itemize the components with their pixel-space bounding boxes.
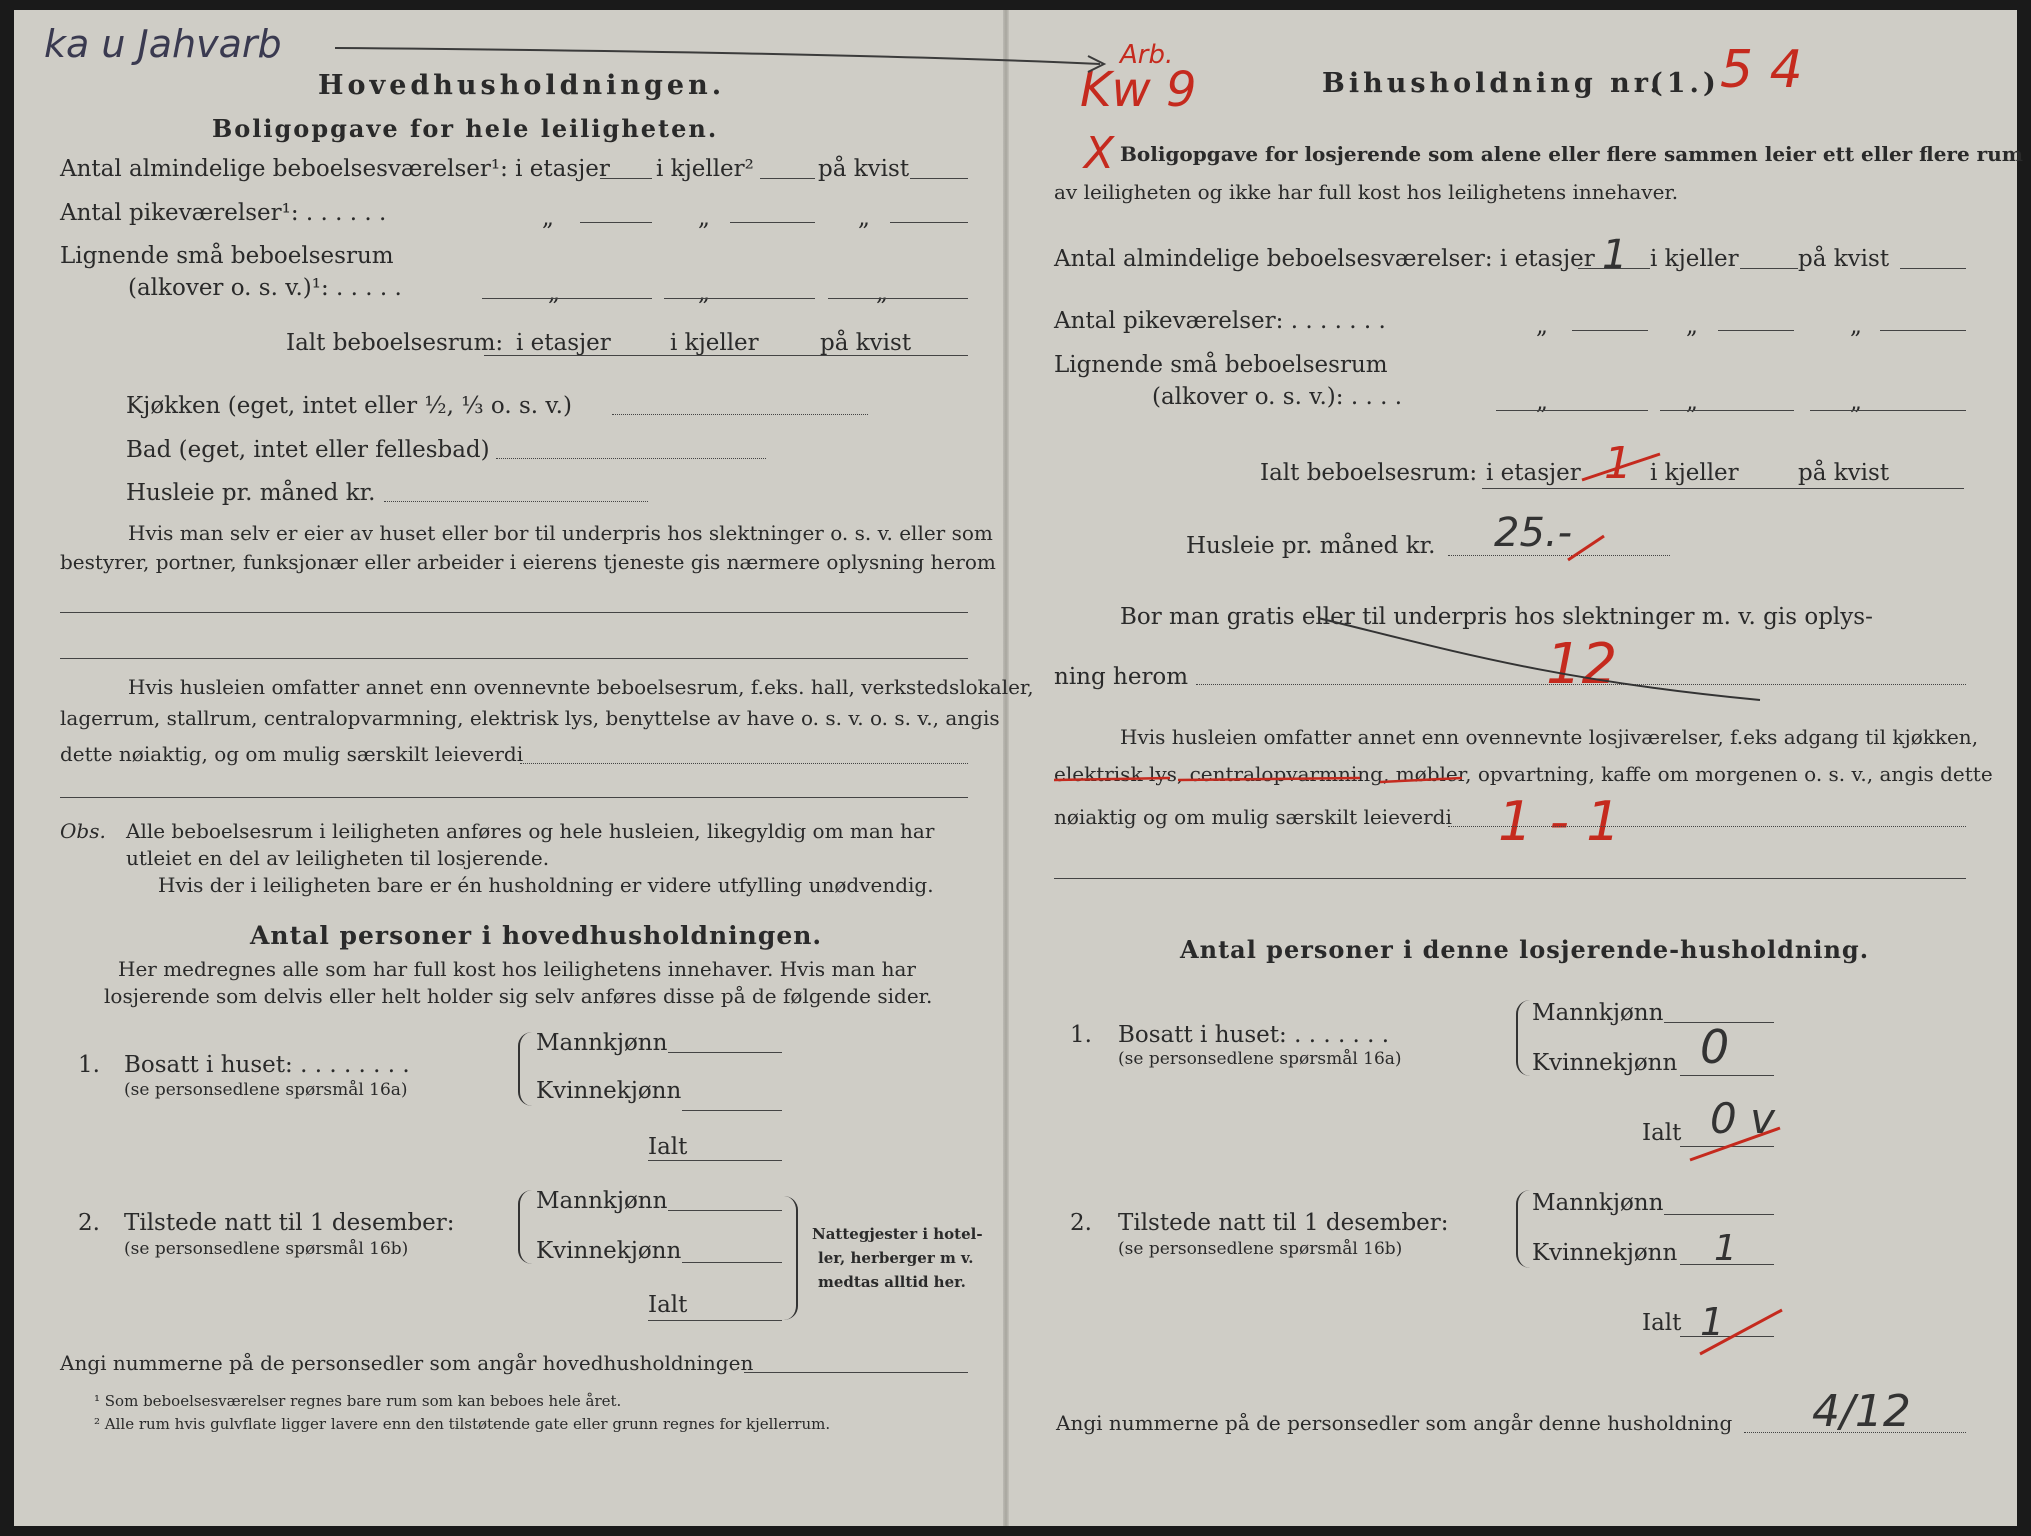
left-q2-female-label: Kvinnekjønn (536, 1238, 682, 1264)
right-includes-text: nøiaktig og om mulig særskilt leieverdi (1054, 805, 1452, 829)
left-bath-label: Bad (eget, intet eller fellesbad) (126, 437, 490, 463)
left-q1-number: 1. (78, 1052, 100, 1078)
left-includes-text: Hvis husleien omfatter annet enn ovennevnte beboelsesrum, f.eks. hall, verkstedslokaler, (128, 675, 1034, 699)
right-includes-text: elektrisk lys, centralopvarmning, møbler, opvartning, kaffe om morgenen o. s. v., angis dette (1054, 762, 1993, 786)
left-total-kjeller-label: i kjeller (670, 330, 759, 356)
right-angi-label: Angi nummerne på de personsedler som angår denne husholdning (1056, 1411, 1733, 1435)
left-total-rooms-label: Ialt beboelsesrum: (286, 330, 504, 356)
right-gratis-text: Bor man gratis eller til underpris hos slektninger m. v. gis oplys- (1120, 604, 1873, 630)
left-alkover-label: (alkover o. s. v.)¹: . . . . . (128, 275, 402, 301)
night-guests-note: ler, herberger m v. (818, 1249, 974, 1267)
right-total-kjeller-label: i kjeller (1650, 460, 1739, 486)
left-persons-sub: Her medregnes alle som har full kost hos leilighetens innehaver. Hvis man har (118, 957, 916, 981)
handwritten-note: ka u Jahvarb (44, 22, 282, 66)
crossing-stroke (1318, 618, 1760, 700)
main-household-title: Hovedhusholdningen. (318, 70, 726, 101)
left-q2-number: 2. (78, 1210, 100, 1236)
left-persons-title: Antal personer i hovedhusholdningen. (250, 921, 823, 950)
ditto-mark: „ (1850, 389, 1862, 415)
handwritten-gratis: 12 (1546, 632, 1618, 697)
handwritten-q1-total: 0 v (1710, 1094, 1775, 1143)
night-guests-note: Nattegjester i hotel- (812, 1225, 983, 1243)
left-small-rooms-label: Lignende små beboelsesrum (60, 243, 394, 269)
right-q2-female-label: Kvinnekjønn (1532, 1240, 1678, 1266)
right-total-rooms-label: Ialt beboelsesrum: (1260, 460, 1478, 486)
red-underline (1178, 778, 1360, 780)
right-maid-rooms-label: Antal pikeværelser: . . . . . . . (1054, 308, 1386, 334)
right-q1-male-label: Mannkjønn (1532, 1000, 1664, 1026)
footnote-2: ² Alle rum hvis gulvflate ligger lavere enn den tilstøtende gate eller grunn regnes for kjellerrum. (94, 1415, 831, 1433)
red-strike (1690, 1128, 1780, 1160)
ditto-mark: „ (1686, 389, 1698, 415)
ditto-mark: „ (876, 280, 888, 306)
left-owner-text: Hvis man selv er eier av huset eller bor til underpris hos slektninger o. s. v. eller som (128, 521, 993, 545)
ditto-mark: „ (542, 205, 554, 231)
right-intro-bold: Boligopgave for losjerende som alene eller flere sammen leier ett eller flere rum (1120, 142, 2023, 166)
right-q2-male-label: Mannkjønn (1532, 1190, 1664, 1216)
red-strike (1582, 454, 1660, 480)
left-rent-label: Husleie pr. måned kr. (126, 480, 376, 506)
handwritten-q2-total: 1 (1700, 1300, 1725, 1344)
left-rooms-label: Antal almindelige beboelsesværelser¹: i etasjer (60, 156, 610, 182)
left-q2-label: Tilstede natt til 1 desember: (124, 1210, 455, 1236)
right-kvist-label: på kvist (1798, 246, 1890, 272)
ditto-mark: „ (1686, 313, 1698, 339)
right-rent-label: Husleie pr. måned kr. (1186, 533, 1436, 559)
right-q1-total-label: Ialt (1642, 1120, 1682, 1146)
right-includes-text: Hvis husleien omfatter annet enn ovennevnte losjiværelser, f.eks adgang til kjøkken, (1120, 725, 1979, 749)
obs-label: Obs. (60, 819, 106, 843)
left-q2-total-label: Ialt (648, 1292, 688, 1318)
right-q1-ref: (se personsedlene spørsmål 16a) (1118, 1049, 1402, 1069)
left-q1-female-label: Kvinnekjønn (536, 1078, 682, 1104)
right-q1-number: 1. (1070, 1022, 1092, 1048)
handwritten-total-etasjer: 1 (1604, 438, 1632, 489)
right-total-kvist-label: på kvist (1798, 460, 1890, 486)
ditto-mark: „ (698, 205, 710, 231)
left-persons-sub: losjerende som delvis eller helt holder sig selv anføres disse på de følgende sider. (104, 984, 933, 1008)
left-maid-rooms-label: Antal pikeværelser¹: . . . . . . (60, 200, 387, 226)
left-q1-label: Bosatt i huset: . . . . . . . . (124, 1052, 410, 1078)
handwritten-angi: 4/12 (1812, 1386, 1911, 1437)
left-q1-male-label: Mannkjønn (536, 1030, 668, 1056)
footnote-1: ¹ Som beboelsesværelser regnes bare rum som kan beboes hele året. (94, 1392, 622, 1410)
handwritten-rent: 25.- (1494, 510, 1573, 556)
right-intro-text: av leiligheten og ikke har full kost hos leilighetens innehaver. (1054, 180, 1679, 204)
left-q1-total-label: Ialt (648, 1134, 688, 1160)
left-kitchen-label: Kjøkken (eget, intet eller ½, ⅓ o. s. v.) (126, 393, 572, 419)
ditto-mark: „ (698, 280, 710, 306)
left-q1-ref: (se personsedlene spørsmål 16a) (124, 1080, 408, 1100)
sub-household-title: Bihusholdning nr. (1322, 68, 1663, 99)
obs-text: Alle beboelsesrum i leiligheten anføres og hele husleien, likegyldig om man har (126, 819, 935, 843)
handwritten-etasjer: 1 (1602, 232, 1628, 278)
sub-household-number: (1.) (1650, 68, 1720, 99)
right-rooms-label: Antal almindelige beboelsesværelser: i etasjer (1054, 246, 1595, 272)
right-q2-number: 2. (1070, 1210, 1092, 1236)
handwritten-kw: Kw 9 (1080, 62, 1197, 118)
left-angi-label: Angi nummerne på de personsedler som angår hovedhusholdningen (60, 1351, 754, 1375)
left-total-etasjer-label: i etasjer (516, 330, 611, 356)
night-guests-note: medtas alltid her. (818, 1273, 966, 1291)
left-includes-text: lagerrum, stallrum, centralopvarmning, elektrisk lys, benyttelse av have o. s. v. o. s. v., angis (60, 706, 1000, 730)
handwritten-x-mark: X (1084, 128, 1115, 179)
handwritten-q2-female: 1 (1714, 1228, 1737, 1269)
right-total-etasjer-label: i etasjer (1486, 460, 1581, 486)
right-q2-ref: (se personsedlene spørsmål 16b) (1118, 1239, 1403, 1259)
right-q2-total-label: Ialt (1642, 1310, 1682, 1336)
left-includes-text: dette nøiaktig, og om mulig særskilt leieverdi (60, 742, 524, 766)
handwritten-arb: Arb. (1120, 40, 1174, 70)
left-subtitle: Boligopgave for hele leiligheten. (212, 114, 719, 143)
handwritten-household-number: 5 4 (1720, 40, 1803, 100)
arrow-line (335, 48, 1100, 64)
handwritten-includes: 1 - 1 (1498, 790, 1621, 853)
ditto-mark: „ (1536, 313, 1548, 339)
right-gratis-text: ning herom (1054, 664, 1189, 690)
right-small-rooms-label: Lignende små beboelsesrum (1054, 352, 1388, 378)
obs-text: utleiet en del av leiligheten til losjerende. (126, 846, 550, 870)
right-kjeller-label: i kjeller (1650, 246, 1739, 272)
left-kjeller-label: i kjeller² (656, 156, 754, 182)
left-owner-text: bestyrer, portner, funksjonær eller arbeider i eierens tjeneste gis nærmere oplysning herom (60, 550, 996, 574)
right-q1-label: Bosatt i huset: . . . . . . . (1118, 1022, 1390, 1048)
ditto-mark: „ (548, 280, 560, 306)
left-q2-male-label: Mannkjønn (536, 1188, 668, 1214)
obs-text: Hvis der i leiligheten bare er én husholdning er videre utfylling unødvendig. (158, 873, 934, 897)
ditto-mark: „ (1536, 389, 1548, 415)
red-underline (1380, 778, 1462, 782)
left-q2-ref: (se personsedlene spørsmål 16b) (124, 1239, 409, 1259)
right-persons-title: Antal personer i denne losjerende-husholdning. (1180, 935, 1870, 964)
right-q1-female-label: Kvinnekjønn (1532, 1050, 1678, 1076)
red-strike (1700, 1310, 1782, 1354)
left-total-kvist-label: på kvist (820, 330, 912, 356)
right-q2-label: Tilstede natt til 1 desember: (1118, 1210, 1449, 1236)
ditto-mark: „ (858, 205, 870, 231)
red-strike (1568, 536, 1604, 560)
left-kvist-label: på kvist (818, 156, 910, 182)
red-underline (1054, 778, 1170, 780)
right-alkover-label: (alkover o. s. v.): . . . . (1152, 384, 1403, 410)
ditto-mark: „ (1850, 313, 1862, 339)
handwritten-q1-female: 0 (1700, 1020, 1730, 1074)
